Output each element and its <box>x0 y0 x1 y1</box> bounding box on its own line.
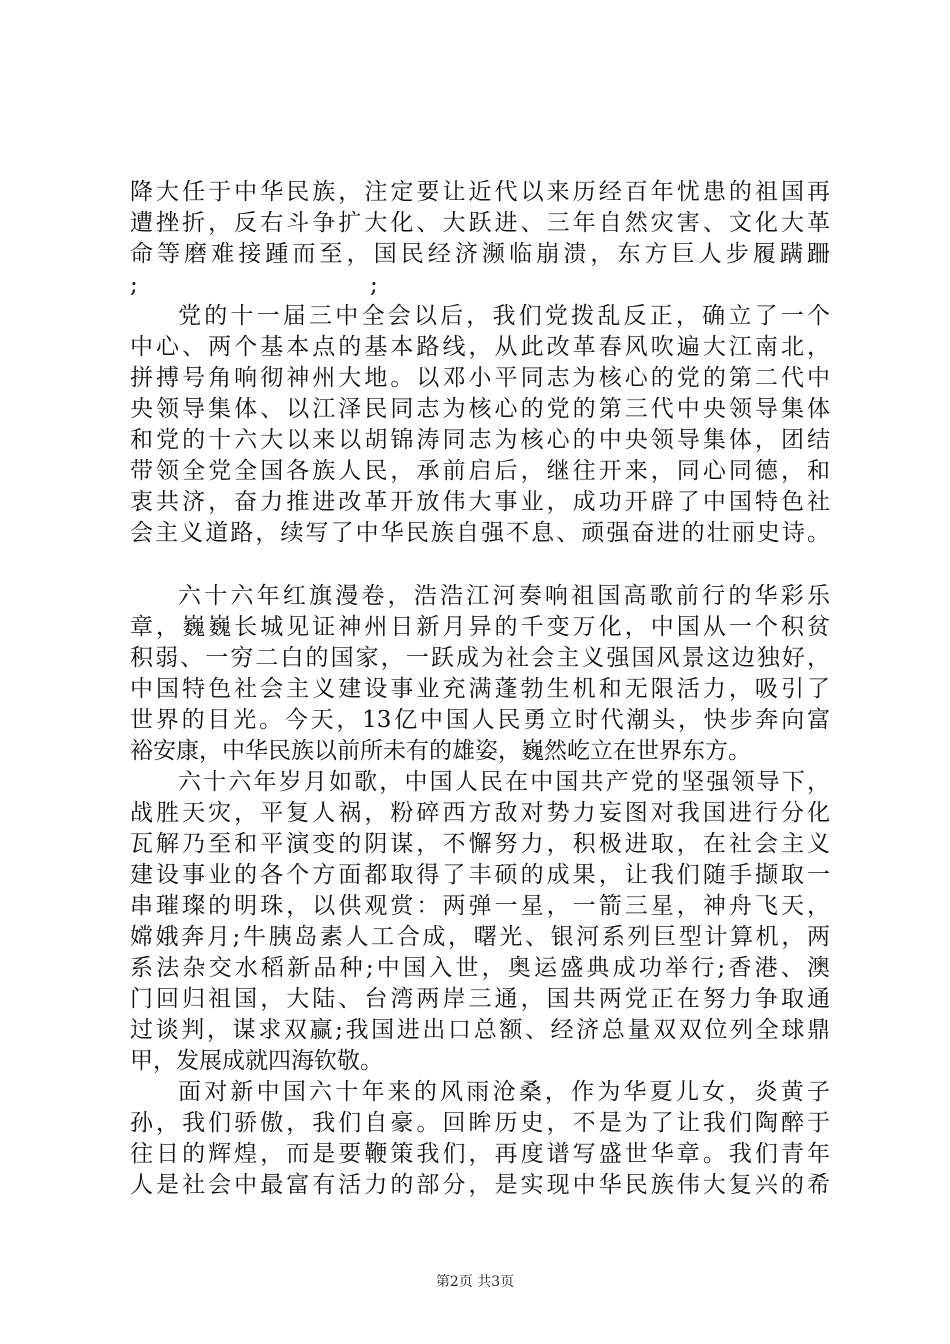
text-line: 嫦娥奔月;牛胰岛素人工合成，曙光、银河系列巨型计算机，两 <box>130 924 830 950</box>
text-line: 六十六年红旗漫卷，浩浩江河奏响祖国高歌前行的华彩乐 <box>178 583 830 609</box>
text-line: 中国特色社会主义建设事业充满蓬勃生机和无限活力，吸引了 <box>130 676 830 702</box>
semicolon-mark: ; <box>370 272 378 298</box>
text-line: 带领全党全国各族人民，承前启后，继往开来，同心同德，和 <box>130 458 830 484</box>
page-footer: 第2页 共3页 <box>435 1274 515 1290</box>
text-line: 裕安康，中华民族以前所未有的雄姿，巍然屹立在世界东方。 <box>130 738 751 764</box>
text-line: 瓦解乃至和平演变的阴谋，不懈努力，积极进取，在社会主义 <box>130 831 830 857</box>
text-line: 人是社会中最富有活力的部分，是实现中华民族伟大复兴的希 <box>130 1172 830 1198</box>
text-line: 会主义道路，续写了中华民族自强不息、顽强奋进的壮丽史诗。 <box>130 520 830 546</box>
text-line <box>130 270 830 301</box>
text-line: 战胜天灾，平复人祸，粉碎西方敌对势力妄图对我国进行分化 <box>130 800 830 826</box>
text-line: 过谈判，谋求双赢;我国进出口总额、经济总量双双位列全球鼎 <box>130 1017 830 1043</box>
text-line: 系法杂交水稻新品种;中国入世，奥运盛典成功举行;香港、澳 <box>130 955 830 981</box>
text-line: 积弱、一穷二白的国家，一跃成为社会主义强国风景这边独好， <box>130 645 830 671</box>
text-line: 命等磨难接踵而至，国民经济濒临崩溃，东方巨人步履蹒跚 <box>130 241 830 267</box>
text-line: 党的十一届三中全会以后，我们党拨乱反正，确立了一个 <box>178 303 830 329</box>
text-line: 和党的十六大以来以胡锦涛同志为核心的中央领导集体，团结 <box>130 427 830 453</box>
text-line: 甲，发展成就四海钦敬。 <box>130 1048 383 1074</box>
text-line: 往日的辉煌，而是要鞭策我们，再度谱写盛世华章。我们青年 <box>130 1141 830 1167</box>
text-line: 降大任于中华民族，注定要让近代以来历经百年忧患的祖国再 <box>130 179 830 205</box>
text-line: 孙，我们骄傲，我们自豪。回眸历史，不是为了让我们陶醉于 <box>130 1110 830 1136</box>
text-line: 章，巍巍长城见证神州日新月异的千变万化，中国从一个积贫 <box>130 614 830 640</box>
text-line: 中心、两个基本点的基本路线，从此改革春风吹遍大江南北， <box>130 334 830 360</box>
text-line: 遭挫折，反右斗争扩大化、大跃进、三年自然灾害、文化大革 <box>130 210 830 236</box>
text-line: 六十六年岁月如歌，中国人民在中国共产党的坚强领导下， <box>178 769 830 795</box>
text-line: 建设事业的各个方面都取得了丰硕的成果，让我们随手撷取一 <box>130 862 830 888</box>
text-line: 拼搏号角响彻神州大地。以邓小平同志为核心的党的第二代中 <box>130 365 830 391</box>
semicolon-mark: ; <box>130 272 138 298</box>
paragraph-block-1 <box>130 177 830 301</box>
paragraph-block-2 <box>130 301 830 549</box>
text-line: 衷共济，奋力推进改革开放伟大事业，成功开辟了中国特色社 <box>130 489 830 515</box>
text-line: 世界的目光。今天，13亿中国人民勇立时代潮头，快步奔向富 <box>130 707 830 733</box>
text-line: 面对新中国六十年来的风雨沧桑，作为华夏儿女，炎黄子 <box>178 1079 830 1105</box>
text-line: 串璀璨的明珠，以供观赏：两弹一星，一箭三星，神舟飞天， <box>130 893 830 919</box>
paragraph-block-3 <box>130 581 830 1201</box>
text-line: 央领导集体、以江泽民同志为核心的党的第三代中央领导集体 <box>130 396 830 422</box>
text-line: 门回归祖国，大陆、台湾两岸三通，国共两党正在努力争取通 <box>130 986 830 1012</box>
